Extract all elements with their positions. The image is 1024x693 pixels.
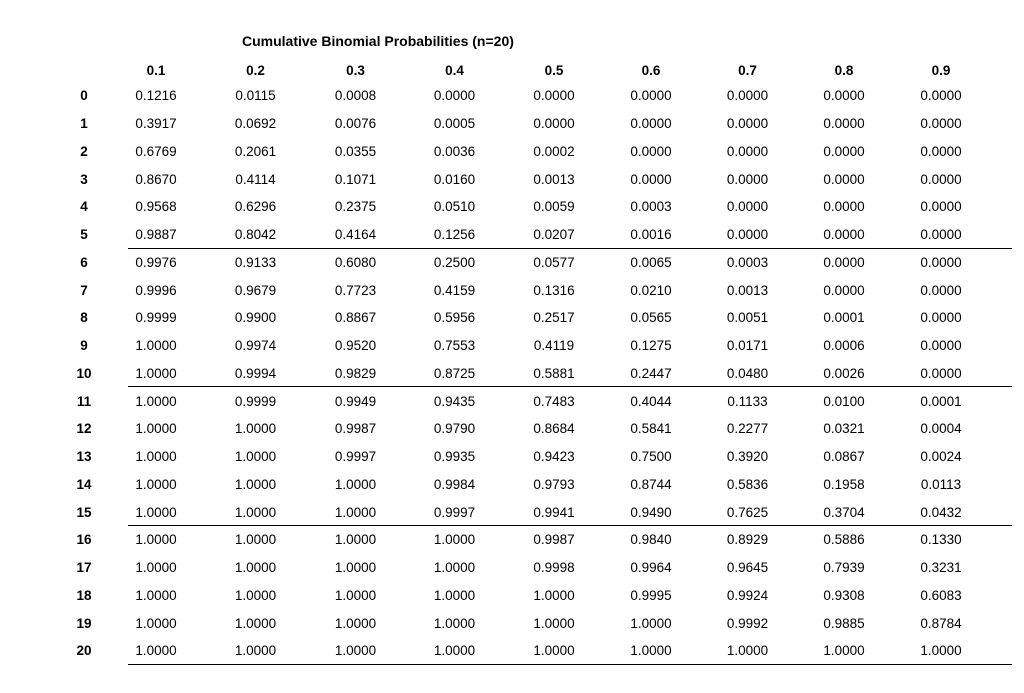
table-cell: 0.0000 — [823, 171, 865, 187]
table-cell: 1.0000 — [726, 643, 769, 659]
table-cell: 0.0000 — [726, 88, 769, 104]
table-cell: 0.9308 — [823, 587, 865, 603]
table-cell: 0.9423 — [533, 449, 575, 465]
table-cell: 0.9520 — [334, 338, 377, 354]
table-cell: 0.9995 — [630, 587, 672, 603]
table-cell: 0.8684 — [533, 421, 575, 437]
row-label: 4 — [80, 199, 88, 215]
table-cell: 0.0113 — [920, 476, 962, 492]
row-label: 13 — [76, 449, 92, 465]
table-cell: 1.0000 — [135, 504, 177, 520]
table-row — [60, 609, 1012, 637]
table-cell: 0.0100 — [823, 393, 865, 409]
table-row — [60, 471, 1012, 499]
table-cell: 0.0000 — [920, 116, 962, 132]
table-cell: 0.0036 — [433, 143, 476, 159]
row-label: 12 — [76, 421, 92, 437]
table-cell: 0.9941 — [533, 504, 575, 520]
table-cell: 0.8744 — [630, 476, 672, 492]
table-cell: 0.9999 — [135, 310, 177, 326]
table-cell: 0.0000 — [823, 116, 865, 132]
table-cell: 0.0000 — [920, 88, 962, 104]
table-cell: 1.0000 — [334, 532, 377, 548]
table-cell: 0.9887 — [135, 227, 177, 243]
row-label: 18 — [76, 587, 92, 603]
table-cell: 0.0000 — [630, 171, 672, 187]
table-cell: 0.4119 — [533, 338, 575, 354]
row-label: 2 — [80, 143, 88, 159]
table-cell: 0.2277 — [726, 421, 769, 437]
table-cell: 0.9987 — [334, 421, 377, 437]
table-cell: 1.0000 — [334, 615, 377, 631]
table-cell: 1.0000 — [135, 587, 177, 603]
table-cell: 1.0000 — [234, 615, 277, 631]
table-row — [60, 443, 1012, 471]
table-cell: 0.0000 — [630, 116, 672, 132]
table-cell: 1.0000 — [135, 476, 177, 492]
table-cell: 0.0432 — [920, 504, 962, 520]
table-cell: 0.0005 — [433, 116, 476, 132]
row-label: 15 — [76, 504, 92, 520]
table-cell: 0.0577 — [533, 254, 575, 270]
table-cell: 0.0000 — [533, 116, 575, 132]
table-cell: 0.8670 — [135, 171, 177, 187]
table-cell: 0.8929 — [726, 532, 769, 548]
table-cell: 0.0000 — [630, 143, 672, 159]
table-row — [60, 221, 1012, 249]
table-cell: 0.0000 — [920, 254, 962, 270]
table-cell: 0.9992 — [726, 615, 769, 631]
table-cell: 0.9840 — [630, 532, 672, 548]
table-row — [60, 498, 1012, 526]
column-header: 0.6 — [641, 62, 661, 78]
table-cell: 0.9790 — [433, 421, 476, 437]
table-cell: 0.0160 — [433, 171, 476, 187]
table-cell: 0.2517 — [533, 310, 575, 326]
table-cell: 0.9997 — [334, 449, 377, 465]
row-label: 6 — [80, 254, 88, 270]
table-row — [60, 637, 1012, 665]
table-cell: 1.0000 — [135, 365, 177, 381]
row-label: 17 — [76, 560, 92, 576]
table-cell: 0.4044 — [630, 393, 672, 409]
column-header: 0.1 — [146, 62, 166, 78]
table-cell: 0.0000 — [823, 282, 865, 298]
table-cell: 0.0207 — [533, 227, 575, 243]
table-cell: 0.0065 — [630, 254, 672, 270]
table-cell: 0.0115 — [235, 88, 276, 104]
table-cell: 0.0008 — [334, 88, 377, 104]
table-cell: 0.0000 — [433, 88, 476, 104]
table-cell: 0.7483 — [533, 393, 575, 409]
table-cell: 0.0000 — [920, 227, 962, 243]
table-cell: 0.0026 — [823, 365, 865, 381]
table-cell: 0.0321 — [823, 421, 865, 437]
table-cell: 0.1330 — [920, 532, 962, 548]
table-cell: 0.7625 — [726, 504, 769, 520]
table-cell: 0.9998 — [533, 560, 575, 576]
row-label: 0 — [80, 88, 88, 104]
table-cell: 0.9133 — [234, 254, 277, 270]
table-cell: 0.0692 — [234, 116, 277, 132]
table-cell: 0.4159 — [433, 282, 476, 298]
table-cell: 1.0000 — [920, 643, 962, 659]
table-cell: 1.0000 — [234, 504, 277, 520]
table-cell: 0.5886 — [823, 532, 865, 548]
table-cell: 0.7553 — [433, 338, 476, 354]
table-cell: 1.0000 — [823, 643, 865, 659]
table-cell: 1.0000 — [234, 476, 277, 492]
table-cell: 1.0000 — [135, 560, 177, 576]
table-cell: 0.9568 — [135, 199, 177, 215]
table-cell: 0.0000 — [920, 199, 962, 215]
column-header: 0.7 — [738, 62, 757, 78]
table-body — [60, 82, 1012, 665]
table-cell: 0.1216 — [135, 88, 177, 104]
table-cell: 1.0000 — [135, 532, 177, 548]
table-cell: 0.0013 — [533, 171, 575, 187]
table-cell: 0.9994 — [234, 365, 277, 381]
table-cell: 1.0000 — [334, 643, 377, 659]
row-label: 3 — [80, 171, 88, 187]
table-row — [60, 360, 1012, 388]
table-row — [60, 276, 1012, 304]
table-cell: 0.3704 — [823, 504, 865, 520]
table-cell: 0.9996 — [135, 282, 177, 298]
table-cell: 0.0001 — [823, 310, 865, 326]
table-cell: 0.8042 — [234, 227, 277, 243]
table-cell: 1.0000 — [433, 615, 476, 631]
table-cell: 0.0002 — [533, 143, 575, 159]
table-cell: 0.8867 — [334, 310, 377, 326]
table-cell: 0.0000 — [823, 143, 865, 159]
table-cell: 1.0000 — [234, 532, 277, 548]
column-header: 0.8 — [834, 62, 854, 78]
table-cell: 0.0867 — [823, 449, 865, 465]
table-row — [60, 415, 1012, 443]
table-cell: 0.0000 — [823, 227, 865, 243]
table-cell: 0.0000 — [630, 88, 672, 104]
table-cell: 0.6083 — [920, 587, 962, 603]
row-label: 19 — [76, 615, 92, 631]
table-cell: 0.0000 — [920, 365, 962, 381]
row-label: 9 — [80, 338, 88, 354]
table-cell: 1.0000 — [630, 615, 672, 631]
table-cell: 0.1071 — [334, 171, 377, 187]
table-row — [60, 304, 1012, 332]
table-cell: 0.9949 — [334, 393, 377, 409]
table-cell: 1.0000 — [533, 643, 575, 659]
table-cell: 0.9984 — [433, 476, 476, 492]
table-cell: 0.0355 — [334, 143, 377, 159]
table-cell: 0.0000 — [920, 143, 962, 159]
table-row — [60, 165, 1012, 193]
table-cell: 0.1316 — [533, 282, 575, 298]
table-cell: 0.0000 — [920, 310, 962, 326]
table-cell: 1.0000 — [234, 449, 277, 465]
table-row — [60, 526, 1012, 554]
table-cell: 0.5881 — [533, 365, 575, 381]
table-row — [60, 387, 1012, 415]
table-cell: 1.0000 — [135, 643, 177, 659]
table-cell: 1.0000 — [533, 615, 575, 631]
column-header: 0.9 — [931, 62, 951, 78]
table-cell: 0.9885 — [823, 615, 865, 631]
table-cell: 0.0000 — [533, 88, 575, 104]
table-cell: 0.1275 — [630, 338, 672, 354]
table-cell: 0.0004 — [920, 421, 962, 437]
table-cell: 0.9987 — [533, 532, 575, 548]
table-cell: 0.9490 — [630, 504, 672, 520]
table-cell: 0.5956 — [433, 310, 476, 326]
binomial-table — [60, 58, 1012, 665]
table-cell: 1.0000 — [334, 504, 377, 520]
table-cell: 0.0016 — [630, 227, 672, 243]
table-cell: 0.9964 — [630, 560, 672, 576]
table-cell: 1.0000 — [630, 643, 672, 659]
table-cell: 0.9924 — [726, 587, 769, 603]
table-cell: 0.9435 — [433, 393, 476, 409]
table-cell: 1.0000 — [135, 615, 177, 631]
table-cell: 1.0000 — [433, 532, 476, 548]
table-cell: 0.0006 — [823, 338, 865, 354]
table-cell: 0.9793 — [533, 476, 575, 492]
table-cell: 0.5836 — [726, 476, 769, 492]
table-cell: 0.0000 — [920, 171, 962, 187]
table-cell: 0.4164 — [334, 227, 377, 243]
table-cell: 0.2447 — [630, 365, 672, 381]
table-cell: 1.0000 — [234, 643, 277, 659]
table-cell: 0.4114 — [235, 171, 276, 187]
table-cell: 0.0000 — [726, 143, 769, 159]
row-divider — [128, 664, 1012, 665]
table-cell: 0.9997 — [433, 504, 476, 520]
table-row — [60, 249, 1012, 277]
row-label: 20 — [76, 643, 92, 659]
table-cell: 0.0210 — [630, 282, 672, 298]
column-header: 0.2 — [246, 62, 265, 78]
table-cell: 0.2500 — [433, 254, 476, 270]
column-header: 0.3 — [346, 62, 365, 78]
table-cell: 0.0000 — [726, 199, 769, 215]
table-cell: 1.0000 — [135, 338, 177, 354]
table-cell: 0.0003 — [630, 199, 672, 215]
table-cell: 1.0000 — [334, 587, 377, 603]
table-cell: 0.9976 — [135, 254, 177, 270]
table-cell: 1.0000 — [234, 560, 277, 576]
table-row — [60, 82, 1012, 110]
table-cell: 0.0000 — [823, 254, 865, 270]
table-cell: 0.8725 — [433, 365, 476, 381]
table-cell: 0.3231 — [920, 560, 962, 576]
table-cell: 0.0000 — [920, 282, 962, 298]
row-label: 10 — [76, 365, 92, 381]
table-cell: 0.2375 — [334, 199, 377, 215]
table-cell: 0.0076 — [334, 116, 377, 132]
table-cell: 0.6296 — [234, 199, 277, 215]
table-cell: 1.0000 — [433, 587, 476, 603]
table-cell: 0.0510 — [433, 199, 476, 215]
table-cell: 0.1133 — [727, 393, 768, 409]
table-row — [60, 582, 1012, 610]
table-cell: 0.3920 — [726, 449, 769, 465]
table-cell: 1.0000 — [334, 560, 377, 576]
column-header: 0.4 — [445, 62, 464, 78]
table-cell: 0.7500 — [630, 449, 672, 465]
table-cell: 1.0000 — [533, 587, 575, 603]
table-cell: 0.0001 — [920, 393, 962, 409]
table-cell: 0.0059 — [533, 199, 575, 215]
table-cell: 0.9645 — [726, 560, 769, 576]
table-cell: 0.9829 — [334, 365, 377, 381]
row-label: 8 — [80, 310, 88, 326]
table-cell: 0.7723 — [334, 282, 377, 298]
table-cell: 0.8784 — [920, 615, 962, 631]
table-row — [60, 110, 1012, 138]
table-cell: 0.2061 — [234, 143, 277, 159]
table-title: Cumulative Binomial Probabilities (n=20) — [242, 33, 514, 49]
row-label: 5 — [80, 227, 88, 243]
table-cell: 1.0000 — [433, 560, 476, 576]
table-cell: 0.0024 — [920, 449, 962, 465]
table-cell: 1.0000 — [135, 421, 177, 437]
table-row — [60, 332, 1012, 360]
table-cell: 0.0051 — [726, 310, 769, 326]
table-cell: 0.0013 — [726, 282, 769, 298]
table-row — [60, 193, 1012, 221]
table-cell: 1.0000 — [135, 393, 177, 409]
table-cell: 0.6080 — [334, 254, 377, 270]
table-cell: 0.0565 — [630, 310, 672, 326]
table-cell: 0.9679 — [234, 282, 277, 298]
table-cell: 1.0000 — [234, 421, 277, 437]
table-cell: 0.0171 — [726, 338, 769, 354]
row-label: 7 — [80, 282, 88, 298]
table-cell: 0.0000 — [726, 116, 769, 132]
table-cell: 0.7939 — [823, 560, 865, 576]
table-cell: 0.0000 — [726, 227, 769, 243]
table-cell: 0.0000 — [823, 88, 865, 104]
table-cell: 0.0003 — [726, 254, 769, 270]
table-cell: 0.0000 — [823, 199, 865, 215]
table-cell: 0.0480 — [726, 365, 769, 381]
table-cell: 1.0000 — [234, 587, 277, 603]
row-label: 14 — [76, 476, 92, 492]
table-cell: 1.0000 — [135, 449, 177, 465]
row-label: 1 — [80, 116, 88, 132]
table-cell: 0.0000 — [920, 338, 962, 354]
column-header: 0.5 — [544, 62, 564, 78]
table-cell: 0.6769 — [135, 143, 177, 159]
table-cell: 1.0000 — [433, 643, 476, 659]
table-cell: 0.1958 — [823, 476, 865, 492]
row-label: 11 — [76, 393, 92, 409]
table-cell: 0.0000 — [726, 171, 769, 187]
table-cell: 0.9900 — [234, 310, 277, 326]
table-cell: 0.3917 — [135, 116, 177, 132]
table-cell: 0.9999 — [234, 393, 277, 409]
row-label: 16 — [76, 532, 92, 548]
table-cell: 0.1256 — [433, 227, 476, 243]
table-row — [60, 138, 1012, 166]
table-cell: 0.9974 — [234, 338, 277, 354]
table-cell: 0.9935 — [433, 449, 476, 465]
table-cell: 1.0000 — [334, 476, 377, 492]
table-row — [60, 554, 1012, 582]
header-row — [60, 58, 1012, 82]
table-cell: 0.5841 — [630, 421, 672, 437]
